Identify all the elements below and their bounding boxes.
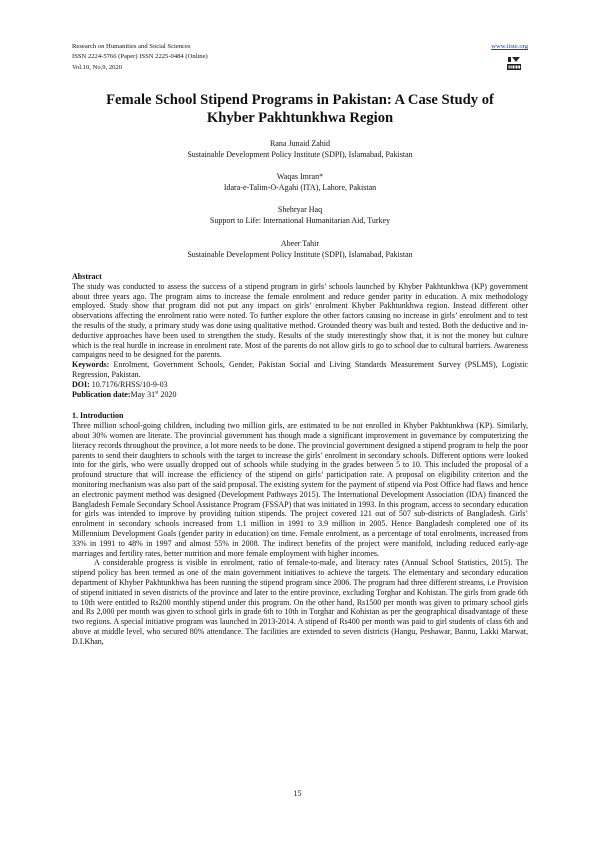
publication-date-label: Publication date: — [72, 389, 131, 399]
paper-title — [72, 91, 528, 127]
keywords-label: Keywords: — [72, 360, 110, 370]
issn-line: ISSN 2224-5766 (Paper) ISSN 2225-0484 (Online) — [72, 53, 208, 61]
page-number: 15 — [293, 789, 302, 798]
title-line-2: Khyber Pakhtunkhwa Region — [206, 110, 394, 126]
author-3 — [72, 204, 528, 226]
keywords-text: Enrolment, Government Schools, Gender, Pakistan Social and Living Standards Measurement Survey (PSLMS), Logistic Regression, Pakistan. — [72, 360, 528, 379]
iiste-logo — [506, 55, 522, 71]
publication-date-value: May 31 — [130, 389, 156, 399]
section-gap — [72, 399, 528, 411]
introduction-heading: 1. Introduction — [72, 411, 124, 421]
author-affiliation: Support to Life: International Humanitarian Aid, Turkey — [209, 216, 391, 225]
publication-date-line — [72, 390, 528, 400]
author-name: Abeer Tahir — [280, 239, 320, 248]
author-name: Waqas Imran* — [276, 172, 324, 181]
author-2 — [72, 171, 528, 193]
title-line-1: Female School Stipend Programs in Pakistan: A Case Study of — [106, 92, 494, 108]
volume-line: Vol.10, No.9, 2020 — [72, 63, 123, 71]
author-affiliation: Sustainable Development Policy Institute (SDPI), Islamabad, Pakistan — [187, 250, 413, 259]
doi-value: 10.7176/RHSS/10-9-03 — [89, 379, 168, 389]
author-4 — [72, 238, 528, 260]
paper-body — [72, 272, 528, 646]
author-affiliation: Sustainable Development Policy Institute (SDPI), Islamabad, Pakistan — [187, 150, 413, 159]
author-name: Shehryar Haq — [277, 205, 323, 214]
author-name: Rana Junaid Zahid — [270, 139, 330, 148]
abstract-text: The study was conducted to assess the success of a stipend program in girls’ schools launched by Khyber Pakhtunkhwa (KP) government about three years ago. The program aims to increase the female enrolment and reduce gender parity in education. A mix methodology employed. Study show that program did not put any impact on girls’ enrolment Khyber Pakhtunkhwa region. Instead different other observations affecting the enrolment ratio were noted. To further explore the other factors causing no increase in girls’ enrolment and to test the results of the study, a primary study was done using qualitative method. Grounded theory was built and tested. Both the deductive and in-deductive approaches have been used to strengthen the study. Results of the study interestingly show that, it is not the money but culture which is the real hurdle in increase in enrolment rate. Most of the parents do not allow girls to go to school due to cultural barriers. Awareness campaigns need to be designed for the parents. — [72, 281, 528, 360]
doi-line — [72, 380, 528, 390]
journal-name: Research on Humanities and Social Sciences — [72, 43, 191, 50]
author-1 — [72, 138, 528, 160]
publication-date-year: 2020 — [158, 389, 177, 399]
introduction-paragraph-2: A considerable progress is visible in enrolment, ratio of female-to-male, and literacy rates (Annual School Statistics, 2015). The stipend policy has been termed as one of the main government initiatives to achieve the targets. The elementary and secondary education department of Khyber Pakhtunkhwa has been running the stipend program since 2006. The program had three different streams, i.e Provision of stipend initiated in seven districts of the province and later to the entire province, excluding Torghar and Kohistan. The girls from grade 6th to 10th were entitled to Rs200 monthly stipend under this program. On the other hand, Rs1500 per month was given to primary school girls and Rs 2,000 per month was given to school girls in grade 6th to 10th in Torghar and Kohistan as per the geographical disadvantage of these two regions. A special initiative program was launched in 2013-2014. A stipend of Rs400 per month was paid to girl students of class 6th and above at middle level, who secured 80% attendance. The facilities are extended to seven districts (Hangu, Peshawar, Bannu, Lakki Marwat, D.I.Khan, — [72, 558, 528, 646]
abstract-heading: Abstract — [72, 272, 102, 281]
introduction-paragraph-1: Three million school-going children, including two million girls, are estimated to be not enrolled in Khyber Pakhtunkhwa (KP). Similarly, about 30% women are literate. The provincial government has though made a significant improvement in governance by computerizing the literacy records throughout the province, a lot more needs to be done. The provincial government designed a stipend program to help the poor parents to send their daughters to schools with the target to increase the girls’ enrolment in secondary schools. Different options were looked into for the girls, who were usually dropped out of schools while studying in the grades between 5 to 10. This included the proposal of a profound structure that will increase the efficiency of the stipend on girls’ participation rate. A proposal on eligibility criterion and the monitoring mechanism was also part of the said proposal. The existing system for the payment of stipend via Post Office had flaws and hence an electronic payment method was designed (Development Pathways 2015). The International Development Association (IDA) financed the Bangladesh Female Secondary School Assistance Program (FSSAP) that was initiated in 1993. In this program, access to secondary education for girls was intended to improve by providing tuition stipends. The project covered 121 out of 507 sub-districts of Bangladesh. Girls’ enrolment in secondary schools increased from 1.1 million in 1991 to 3.9 million in 2005. Hence Bangladesh completed one of its Millennium Development Goals (gender parity in education) on time. Female enrolment, as a percentage of total enrolments, increased from 33% in 1991 to 48% in 1997 and almost 55% in 2008. The indirect benefits of the project were manifold, including reduced early-age marriages and fertility rates, better nutrition and more female employment with higher incomes. — [72, 421, 528, 558]
keywords-line — [72, 360, 528, 380]
publication-date-suffix: st — [155, 389, 159, 395]
journal-website-link[interactable]: www.iiste.org — [491, 43, 528, 50]
journal-header — [72, 42, 528, 73]
doi-label: DOI: — [72, 379, 90, 389]
author-affiliation: Idara-e-Talim-O-Agahi (ITA), Lahore, Pakistan — [223, 183, 377, 192]
